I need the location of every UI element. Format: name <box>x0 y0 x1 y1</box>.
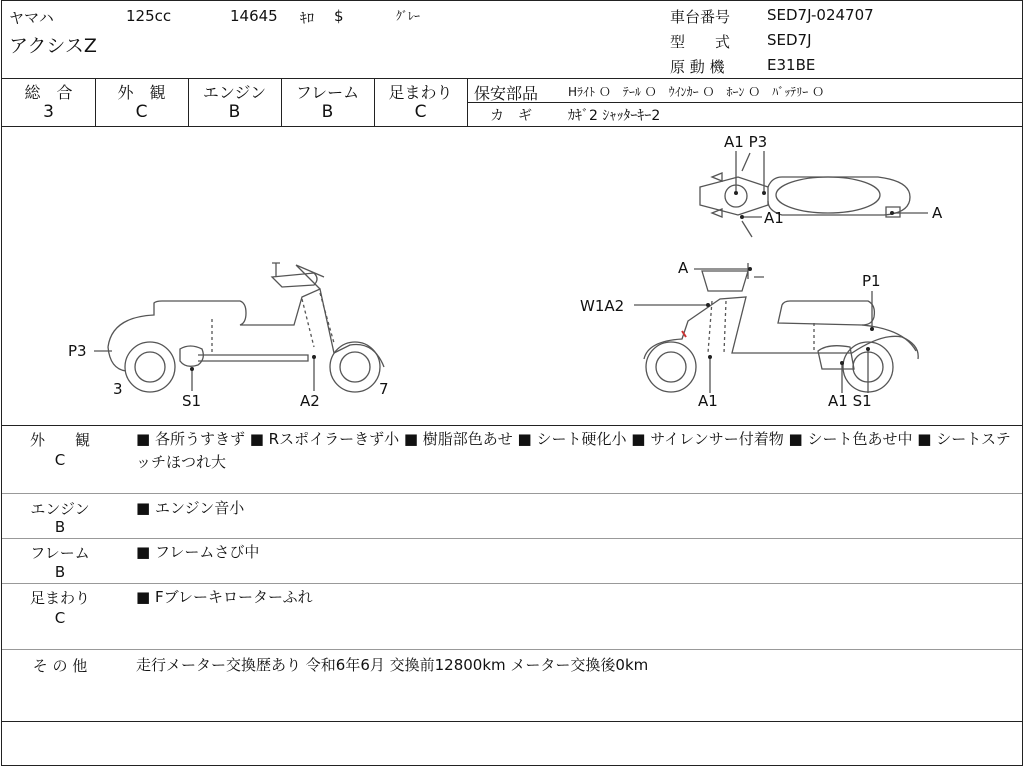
grade-frame-label: フレーム <box>295 83 360 102</box>
remark-engine-grade: B <box>54 518 66 536</box>
divider <box>2 425 1022 426</box>
grade-overall-label: 総 合 <box>24 83 73 102</box>
remark-exterior-grade: C <box>54 451 66 469</box>
mark-right-a1s1: A1 S1 <box>828 392 872 410</box>
mileage-unit: ｷﾛ <box>300 11 314 27</box>
remark-suspension-text: ■ Fブレーキローターふれ <box>136 588 313 606</box>
frame-no-label: 車台番号 <box>670 8 731 26</box>
remark-frame-title: フレーム <box>30 544 90 562</box>
mark-left-p3: P3 <box>68 342 87 360</box>
grade-suspension-label: 足まわり <box>388 83 453 102</box>
mark-right-a: A <box>678 259 689 277</box>
grade-overall-value: 3 <box>43 102 54 122</box>
remark-suspension-title: 足まわり <box>29 589 90 607</box>
key-label: カ ギ <box>490 108 532 124</box>
mark-right-a1: A1 <box>698 392 718 410</box>
other-text: 走行メーター交換歴あり 令和6年6月 交換前12800km メーター交換後0km <box>136 656 649 674</box>
divider <box>2 721 1022 722</box>
top-view <box>700 153 910 237</box>
mark-right-p1: P1 <box>862 272 881 290</box>
type-value: SED7J <box>767 31 812 49</box>
key-value: ｶｷﾞ2 ｼｬｯﾀｰｷｰ2 <box>568 108 661 124</box>
remark-suspension-grade: C <box>54 609 66 627</box>
engine-model: E31BE <box>767 56 816 74</box>
mileage: 14645 <box>230 7 278 25</box>
model-name: アクシスZ <box>9 35 97 57</box>
dollar-mark: $ <box>334 7 344 25</box>
grade-exterior-value: C <box>135 102 148 122</box>
scooter-diagram <box>2 1 1024 426</box>
remark-frame-grade: B <box>54 563 66 581</box>
mark-top-a1: A1 <box>764 209 784 227</box>
other-title: そ の 他 <box>32 657 88 675</box>
mark-left-7: 7 <box>379 380 389 398</box>
displacement: 125cc <box>126 7 172 25</box>
type-label: 型 式 <box>670 33 731 51</box>
grade-suspension-value: C <box>414 102 427 122</box>
mark-right-w1a2: W1A2 <box>580 297 625 315</box>
remark-engine-text: ■ エンジン音小 <box>136 499 245 517</box>
divider <box>2 493 1022 494</box>
divider <box>2 538 1022 539</box>
remark-frame-text: ■ フレームさび中 <box>136 543 260 561</box>
safety-items: Hﾗｲﾄ Ｏ ﾃｰﾙ Ｏ ｳｲﾝｶｰ Ｏ ﾎｰﾝ Ｏ ﾊﾞｯﾃﾘｰ Ｏ <box>568 85 825 99</box>
safety-label: 保安部品 <box>474 84 539 103</box>
remark-exterior-text: ■ 各所うすきず ■ Rスポイラーきず小 ■ 樹脂部色あせ ■ シート硬化小 ■ サイレンサー付着物 ■ シート色あせ中 ■ シートステッチほつれ大 <box>136 430 1011 471</box>
grade-frame-value: B <box>321 102 334 122</box>
mark-top-a1p3: A1 P3 <box>724 133 768 151</box>
grade-engine-value: B <box>228 102 241 122</box>
mark-left-a2: A2 <box>300 392 320 410</box>
engine-label: 原 動 機 <box>670 58 725 76</box>
remark-exterior-title: 外 観 <box>29 431 90 449</box>
left-side-view <box>108 263 384 392</box>
maker: ヤマハ <box>9 9 54 27</box>
grade-engine-label: エンジン <box>202 83 267 102</box>
inspection-sheet <box>1 0 1023 766</box>
mark-top-a: A <box>932 204 943 222</box>
grade-exterior-label: 外 観 <box>117 83 166 102</box>
remark-engine-title: エンジン <box>30 500 90 518</box>
mark-left-s1: S1 <box>182 392 202 410</box>
divider <box>2 583 1022 584</box>
frame-no: SED7J-024707 <box>767 6 874 24</box>
mark-left-3: 3 <box>113 380 123 398</box>
color: ｸﾞﾚｰ <box>396 9 421 23</box>
divider <box>2 649 1022 650</box>
